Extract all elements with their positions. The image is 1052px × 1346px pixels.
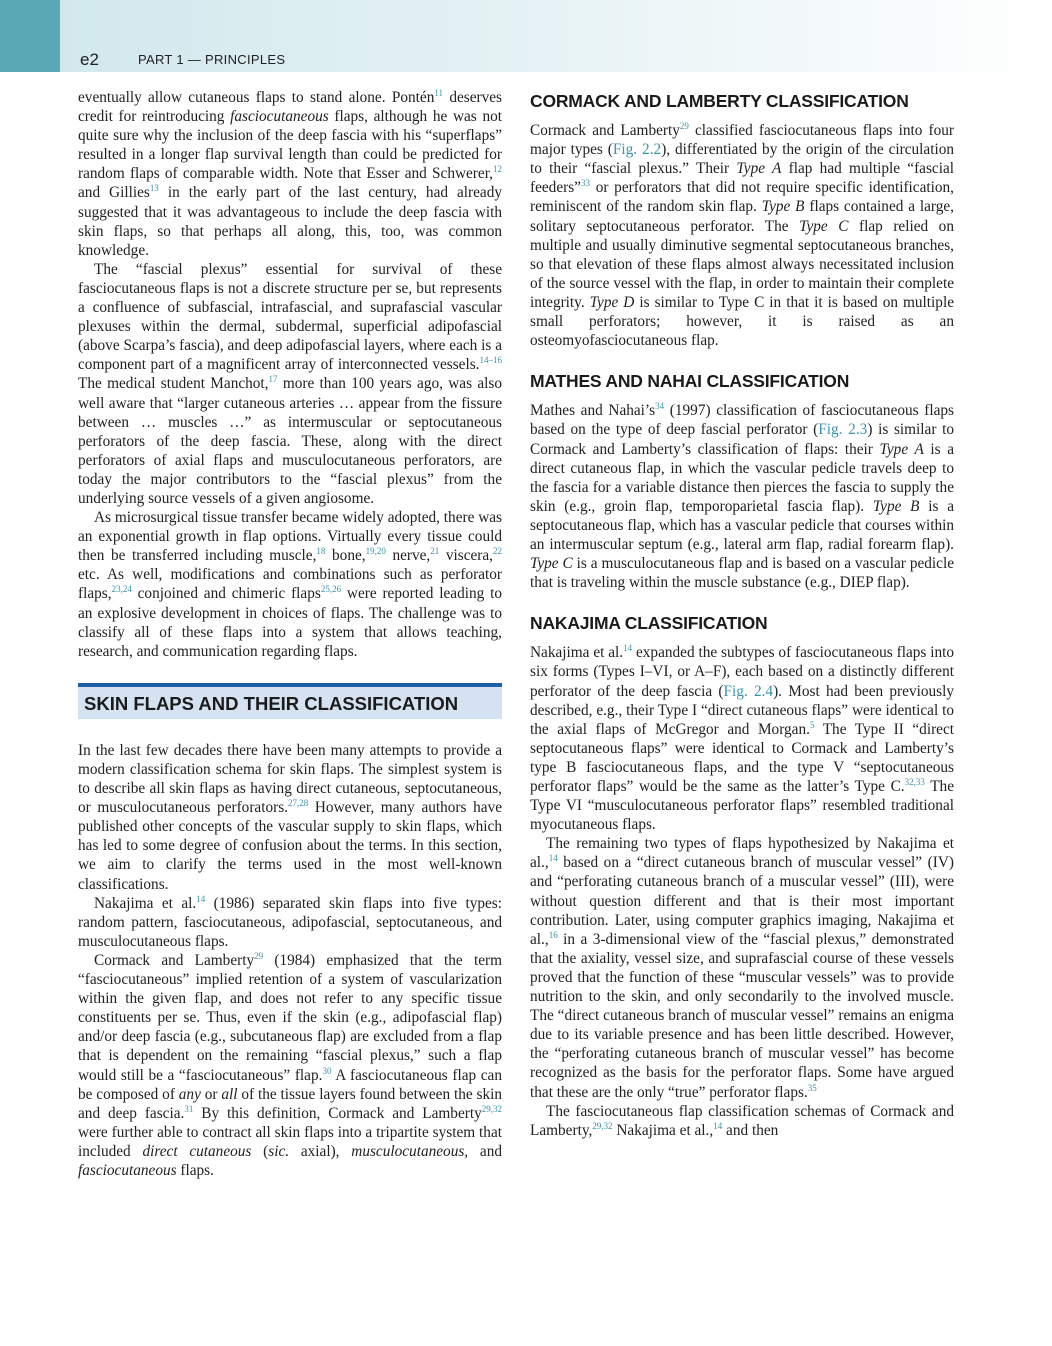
paragraph: Nakajima et al.$^{14}$ expanded the subtypes of fasciocutaneous flaps into six forms (Types I–VI, or A–F), each based on a distinctly different perforator of the deep fascia (Fig. 2.4). Most had been previously described, e.g., their Type I “direct cutaneous flaps” were identical to the axial flaps of McGregor and Morgan.$^5$ The Type II “direct septocutaneous flaps” were identical to Cormack and Lamberty’s type B fasciocutaneous flaps, and the type V “septocutaneous perforator flaps” would be the same as the latter’s Type C.$^{32,33}$ The Type VI “musculocutaneous perforator flaps” resembled traditional myocutaneous flaps. bbox=[530, 643, 954, 834]
citation[interactable]: 14 bbox=[548, 853, 558, 864]
citation[interactable]: 35 bbox=[807, 1082, 817, 1093]
citation[interactable]: 30 bbox=[322, 1065, 332, 1076]
paragraph: The “fascial plexus” essential for survival of these fasciocutaneous flaps is not a discrete structure per se, but represents a confluence of subfascial, intrafascial, and suprafascial vascular plexuses within the dermal, subdermal, superficial adipofascial (above Scarpa’s fascia), and deep adipofascial layers, where each is a component part of a magnificent array of interconnected vessels.$^{14-16}$ The medical student Manchot,$^{17}$ more than 100 years ago, was also well aware that “larger cutaneous arteries … appear from the fissure between … muscles …” as intermuscular or septocutaneous perforators of the deep fascia. These, along with the direct perforators of axial flaps and musculocutaneous perforators, are today the major contributors to the “fascial plexus” from the underlying source vessels of a given angiosome. bbox=[78, 260, 502, 507]
citation[interactable]: 29,32 bbox=[481, 1103, 502, 1114]
citation[interactable]: 23,24 bbox=[111, 584, 132, 595]
running-head: PART 1 — PRINCIPLES bbox=[138, 52, 286, 67]
subsection-heading: CORMACK AND LAMBERTY CLASSIFICATION bbox=[530, 91, 909, 111]
paragraph: As microsurgical tissue transfer became widely adopted, there was an exponential growth in flap options. Virtually every tissue could then be transferred including muscle,$^{18}$ bone,$^{19,20}$ nerve,$^{21}$ viscera,$^{22}$ etc. As well, modifications and combinations such as perforator flaps,$^{23,24}$ conjoined and chimeric flaps$^{25,26}$ were reported leading to an explosive development in choices of flaps. The challenge was to classify all of these flaps into a system that allows teaching, research, and communication regarding flaps. bbox=[78, 509, 503, 660]
citation[interactable]: 12 bbox=[493, 164, 502, 175]
citation[interactable]: 19,20 bbox=[365, 546, 386, 557]
figure-link[interactable]: Fig. 2.2 bbox=[612, 141, 662, 159]
paragraph: Nakajima et al.$^{14}$ (1986) separated skin flaps into five types: random pattern, fasciocutaneous, adipofascial, septocutaneous, and musculocutaneous flaps. bbox=[78, 893, 503, 950]
citation[interactable]: 22 bbox=[493, 546, 502, 557]
citation[interactable]: 14 bbox=[623, 643, 633, 654]
section-title: SKIN FLAPS AND THEIR CLASSIFICATION bbox=[84, 692, 459, 714]
paragraph: The fasciocutaneous flap classification schemas of Cormack and Lamberty,$^{29,32}$ Nakajima et al.,$^{14}$ and then bbox=[530, 1102, 954, 1139]
paragraph: Mathes and $Nahai’s^{34}$ (1997) classification of fasciocutaneous flaps based on the type of deep fascial perforator (Fig. 2.3) is similar to Cormack and Lamberty’s classification of flaps: their Type A is a direct cutaneous flap, in which the vascular pedicle travels deep to the fascia for a variable distance then pierces the fascia to supply the skin (e.g., groin flap, temporoparietal fascia flap). Type B is a septocutaneous flap, which has a vascular pedicle that courses within an intermuscular septum (e.g., lateral arm flap, radial forearm flap). Type C is a musculocutaneous flap and is based on a vascular pedicle that is traveling within the muscle substance (e.g., DIEP flap). bbox=[530, 401, 954, 592]
citation[interactable]: 25,26 bbox=[320, 584, 342, 595]
citation[interactable]: 14 bbox=[713, 1120, 723, 1131]
citation[interactable]: 14 bbox=[196, 893, 206, 904]
citation[interactable]: 14–16 bbox=[479, 355, 502, 366]
paragraph: eventually allow cutaneous flaps to stand alone. Pontén$^{11}$ deserves credit for reintroducing fasciocutaneous flaps, although he was not quite sure why the inclusion of the deep fascia with his “superflaps” resulted in a longer flap survival length than could be predicted for random flaps of comparable width. Note that Esser and Schwerer,$^{12}$ and Gillies$^{13}$ in the early part of the last century, had already suggested that it was advantageous to include the deep fascia with skin flaps, so that perhaps all along, this, too, was common knowledge. bbox=[78, 88, 502, 259]
citation[interactable]: 34 bbox=[655, 401, 665, 412]
citation[interactable]: 29 bbox=[254, 950, 264, 961]
citation[interactable]: 18 bbox=[316, 546, 326, 557]
left-column bbox=[78, 88, 502, 1180]
right-column bbox=[530, 88, 954, 1140]
citation[interactable]: 31 bbox=[184, 1103, 194, 1114]
header-color-tab bbox=[0, 0, 60, 72]
citation[interactable]: 13 bbox=[149, 183, 159, 194]
figure-link[interactable]: Fig. 2.3 bbox=[818, 421, 868, 439]
paragraph: Cormack and Lamberty$^{29}$ (1984) emphasized that the term “fasciocutaneous” implied retention of a system of vascularization within the given flap, and does not refer to any specific tissue constituents per se. Thus, even if the skin (e.g., adipofascial flap) and/or deep fascia (e.g., subcutaneous flap) are excluded from a flap that is dependent on the remaining “fascial plexus,” such a flap would still be a “fasciocutaneous” flap.$^{30}$ A fasciocutaneous flap can be composed of any or all of the tissue layers found between the skin and deep fascia.$^{31}$ By this definition, Cormack and Lamberty$^{29,32}$ were further able to contract all skin flaps into a tripartite system that included direct cutaneous (sic. axial), musculocutaneous, and fasciocutaneous flaps. bbox=[78, 950, 502, 1179]
paragraph: Cormack and Lamberty$^{29}$ classified fasciocutaneous flaps into four major types (Fig. 2.2), differentiated by the origin of the circulation to their “fascial plexus.” Their Type A flap had multiple “fascial feeders”$^{33}$ or perforators that did not require specific identification, reminiscent of the random skin flap. Type B flaps contained a large, solitary septocutaneous perforator. The Type C flap relied on multiple and usually diminutive segmental septocutaneous branches, so that elevation of these flaps almost always necessitated inclusion of the source vessel with the flap, in order to maintain their complete integrity. Type D is similar to Type C in that it is based on multiple small perforators; however, it is raised as an osteomyofasciocutaneous flap. bbox=[530, 121, 955, 350]
citation[interactable]: 21 bbox=[430, 546, 440, 557]
subsection-heading: MATHES AND NAHAI CLASSIFICATION bbox=[530, 371, 850, 392]
citation[interactable]: 17 bbox=[268, 374, 278, 385]
page-number: e2 bbox=[80, 50, 99, 69]
citation[interactable]: 33 bbox=[580, 178, 590, 189]
citation[interactable]: 32,33 bbox=[904, 777, 925, 787]
paragraph: In the last few decades there have been many attempts to provide a modern classification schema for skin flaps. The simplest system is to describe all skin flaps as having direct cutaneous, septocutaneous, or musculocutaneous perforators.$^{27,28}$ However, many authors have published other concepts of the vascular supply to skin flaps, which has led to some degree of confusion about the terms. In this section, we aim to clarify the terms used in the most well-known classifications. bbox=[78, 741, 503, 893]
citation[interactable]: 27,28 bbox=[287, 798, 309, 809]
citation[interactable]: 5 bbox=[809, 719, 815, 730]
section-heading-box bbox=[78, 683, 502, 719]
subsection-heading: NAKAJIMA CLASSIFICATION bbox=[530, 613, 768, 634]
paragraph: The remaining two types of flaps hypothesized by Nakajima et al.,$^{14}$ based on a “direct cutaneous branch of muscular vessel” (IV) and “perforating cutaneous branch of a muscular vessel” (III), were without question different and that is their most important contribution. Later, using computer graphics imaging, Nakajima et al.,$^{16}$ in a 3-dimensional view of the “fascial plexus,” demonstrated that the axiality, vessel size, and suprafascial course of these vessels proved that the function of these “muscular vessels” was to provide nutrition to the skin, and only secondarily to the involved muscle. The “direct cutaneous branch of muscular vessel” remains an enigma due to its variable presence and has been little described. However, the “perforating cutaneous branch of muscular vessel” has become recognized as the basis for the perforator flaps. Some have argued that these are the only “true” perforator flaps.$^{35}$ bbox=[530, 835, 954, 1101]
citation[interactable]: 16 bbox=[548, 929, 558, 940]
figure-link[interactable]: Fig. 2.4 bbox=[723, 682, 774, 700]
citation[interactable]: 29,32 bbox=[592, 1120, 613, 1131]
citation[interactable]: 11 bbox=[434, 88, 444, 98]
citation[interactable]: 29 bbox=[679, 121, 689, 132]
